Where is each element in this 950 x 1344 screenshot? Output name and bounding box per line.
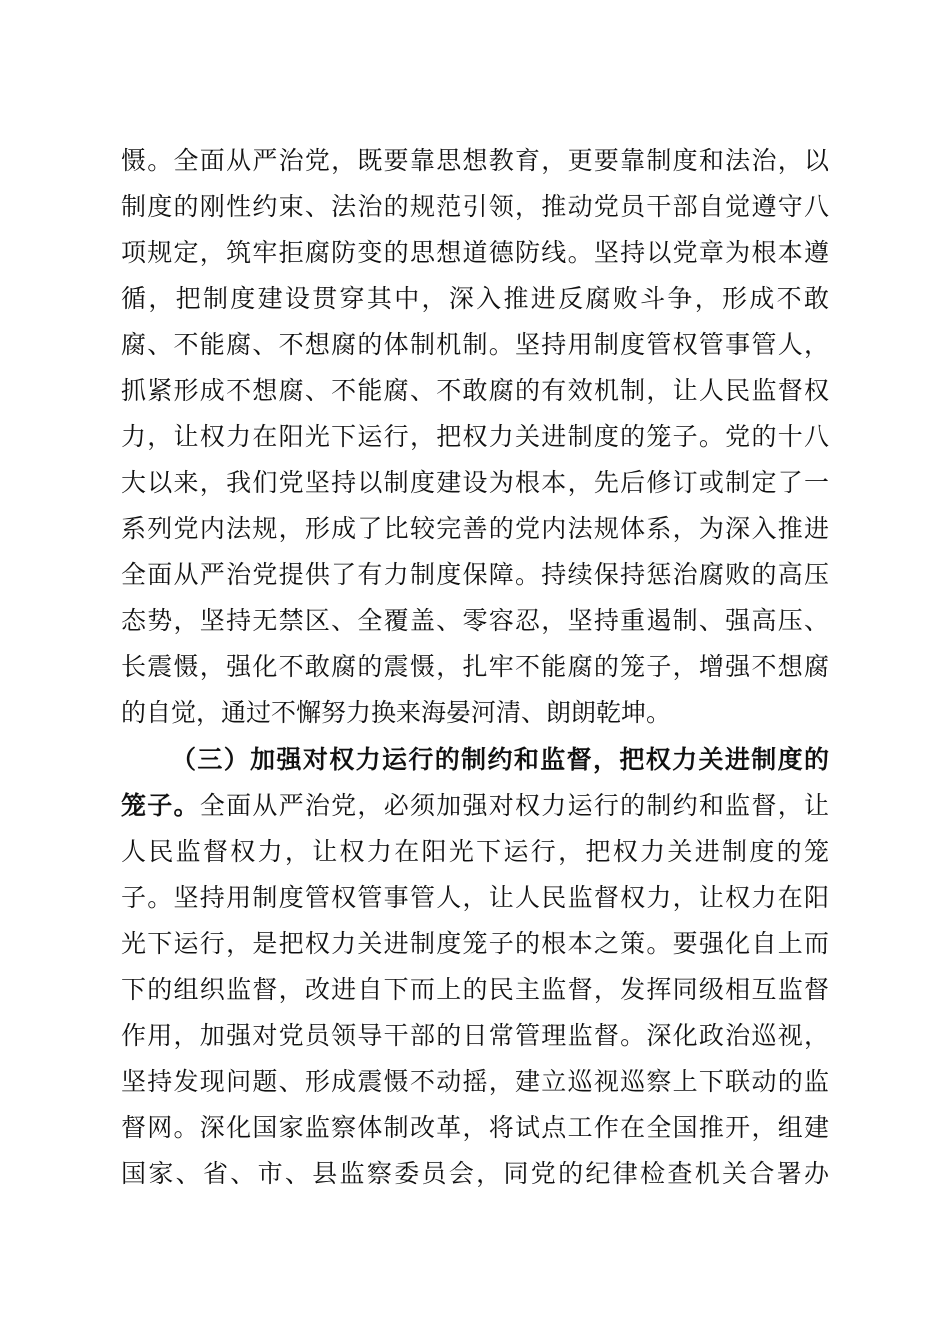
section-3-heading-end: 笼子。 — [121, 791, 200, 820]
section-3-heading: （三）加强对权力运行的制约和监督，把权力关进制度的 — [171, 745, 829, 774]
paragraph-1-line-11: 态势，坚持无禁区、全覆盖、零容忍，坚持重遏制、强高压、 — [121, 606, 829, 635]
section-3-line-7: 坚持发现问题、形成震慑不动摇，建立巡视巡察上下联动的监 — [121, 1067, 829, 1096]
section-3-line-2: 人民监督权力，让权力在阳光下运行，把权力关进制度的笼 — [121, 837, 829, 866]
section-3-line-8: 督网。深化国家监察体制改革，将试点工作在全国推开，组建 — [121, 1113, 829, 1142]
paragraph-1-line-3: 项规定，筑牢拒腐防变的思想道德防线。坚持以党章为根本遵 — [121, 238, 829, 267]
paragraph-1-line-6: 抓紧形成不想腐、不能腐、不敢腐的有效机制，让人民监督权 — [121, 376, 829, 405]
section-3-line-5: 下的组织监督，改进自下而上的民主监督，发挥同级相互监督 — [121, 975, 829, 1004]
paragraph-1-line-10: 全面从严治党提供了有力制度保障。持续保持惩治腐败的高压 — [121, 560, 829, 589]
paragraph-1-line-4: 循，把制度建设贯穿其中，深入推进反腐败斗争，形成不敢 — [121, 284, 829, 313]
paragraph-1-line-7: 力，让权力在阳光下运行，把权力关进制度的笼子。党的十八 — [121, 422, 829, 451]
paragraph-1-line-2: 制度的刚性约束、法治的规范引领，推动党员干部自觉遵守八 — [121, 192, 829, 221]
section-3-line-3: 子。坚持用制度管权管事管人，让人民监督权力，让权力在阳 — [121, 883, 829, 912]
paragraph-1-line-13: 的自觉，通过不懈努力换来海晏河清、朗朗乾坤。 — [121, 698, 672, 727]
paragraph-1-line-1: 慑。全面从严治党，既要靠思想教育，更要靠制度和法治，以 — [121, 146, 829, 175]
section-3-line-6: 作用，加强对党员领导干部的日常管理监督。深化政治巡视， — [121, 1021, 829, 1050]
paragraph-1-line-9: 系列党内法规，形成了比较完善的党内法规体系，为深入推进 — [121, 514, 829, 543]
section-3-line-4: 光下运行，是把权力关进制度笼子的根本之策。要强化自上而 — [121, 929, 829, 958]
section-3-line-1 — [121, 783, 829, 829]
section-3-line-1-text: 全面从严治党，必须加强对权力运行的制约和监督，让 — [199, 791, 829, 820]
paragraph-1-line-12: 长震慑，强化不敢腐的震慑，扎牢不能腐的笼子，增强不想腐 — [121, 652, 829, 681]
paragraph-1-line-8: 大以来，我们党坚持以制度建设为根本，先后修订或制定了一 — [121, 468, 829, 497]
section-3-line-9: 国家、省、市、县监察委员会，同党的纪律检查机关合署办 — [121, 1159, 829, 1188]
paragraph-1-line-5: 腐、不能腐、不想腐的体制机制。坚持用制度管权管事管人， — [121, 330, 829, 359]
